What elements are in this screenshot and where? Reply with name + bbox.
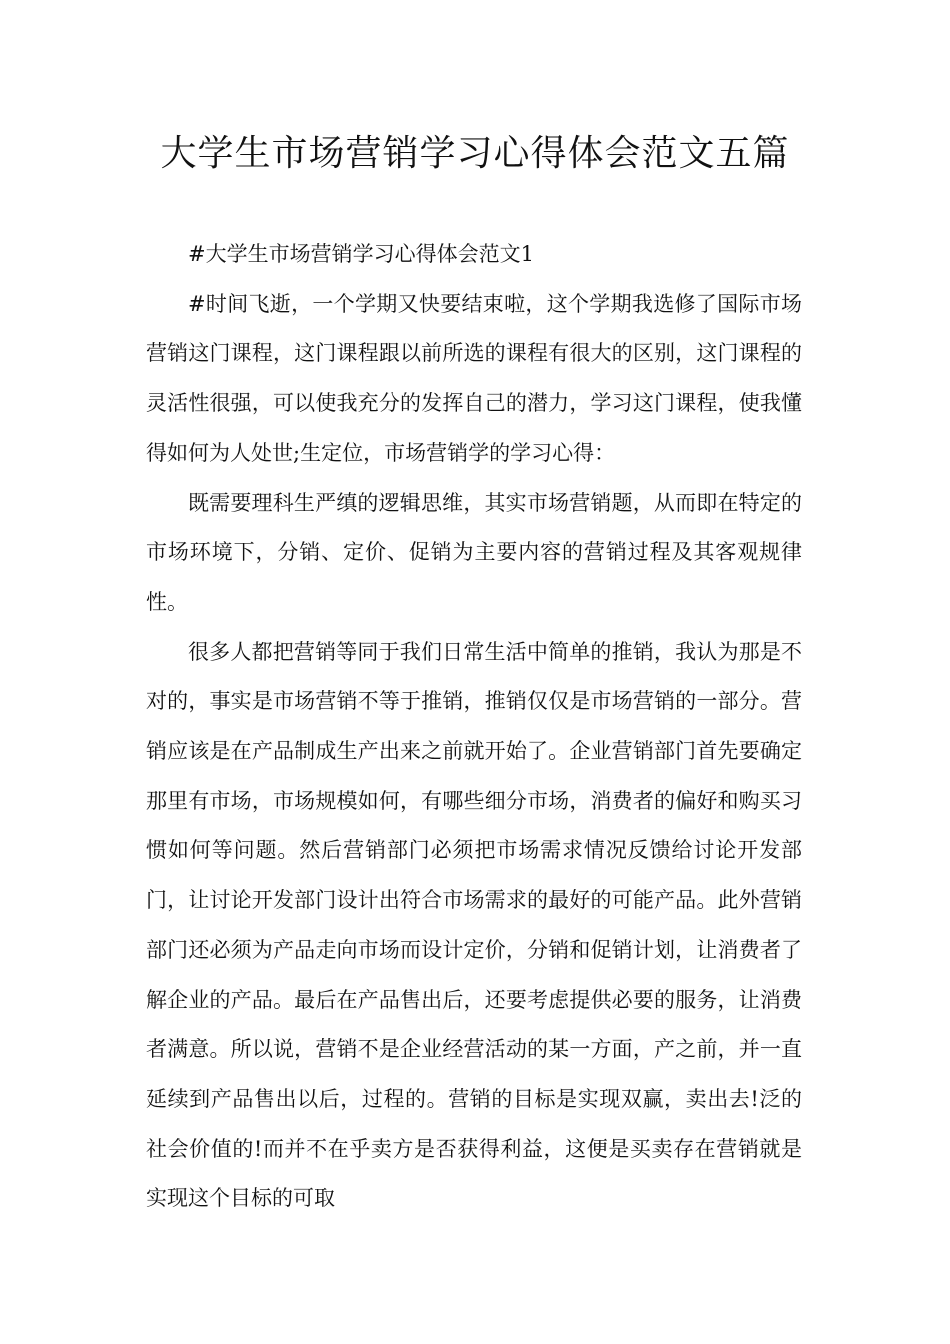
paragraph-definition: 既需要理科生严缜的逻辑思维，其实市场营销题，从而即在特定的市场环境下，分销、定价、促销为主要内容的营销过程及其客观规律性。 bbox=[146, 490, 802, 614]
paragraph-intro: #时间飞逝，一个学期又快要结束啦，这个学期我选修了国际市场营销这门课程，这门课程跟以前所选的课程有很大的区别，这门课程的灵活性很强，可以使我充分的发挥自己的潜力，学习这门课程，使我懂得如何为人处世;生定位，市场营销学的学习心得： bbox=[146, 291, 802, 465]
document-title: 大学生市场营销学习心得体会范文五篇 bbox=[160, 133, 790, 174]
document-body bbox=[146, 230, 802, 1224]
paragraph-marketing-vs-selling: 很多人都把营销等同于我们日常生活中简单的推销，我认为那是不对的，事实是市场营销不等于推销，推销仅仅是市场营销的一部分。营销应该是在产品制成生产出来之前就开始了。企业营销部门首先要确定那里有市场，市场规模如何，有哪些细分市场，消费者的偏好和购买习惯如何等问题。然后营销部门必须把市场需求情况反馈给讨论开发部门，让讨论开发部门设计出符合市场需求的最好的可能产品。此外营销部门还必须为产品走向市场而设计定价，分销和促销计划，让消费者了解企业的产品。最后在产品售出后，还要考虑提供必要的服务，让消费者满意。所以说，营销不是企业经营活动的某一方面，产之前，并一直延续到产品售出以后，过程的。营销的目标是实现双赢，卖出去!泛的社会价值的!而并不在乎卖方是否获得利益，这便是买卖存在营销就是实现这个目标的可取 bbox=[146, 639, 802, 1211]
section-heading: #大学生市场营销学习心得体会范文1 bbox=[188, 242, 534, 266]
